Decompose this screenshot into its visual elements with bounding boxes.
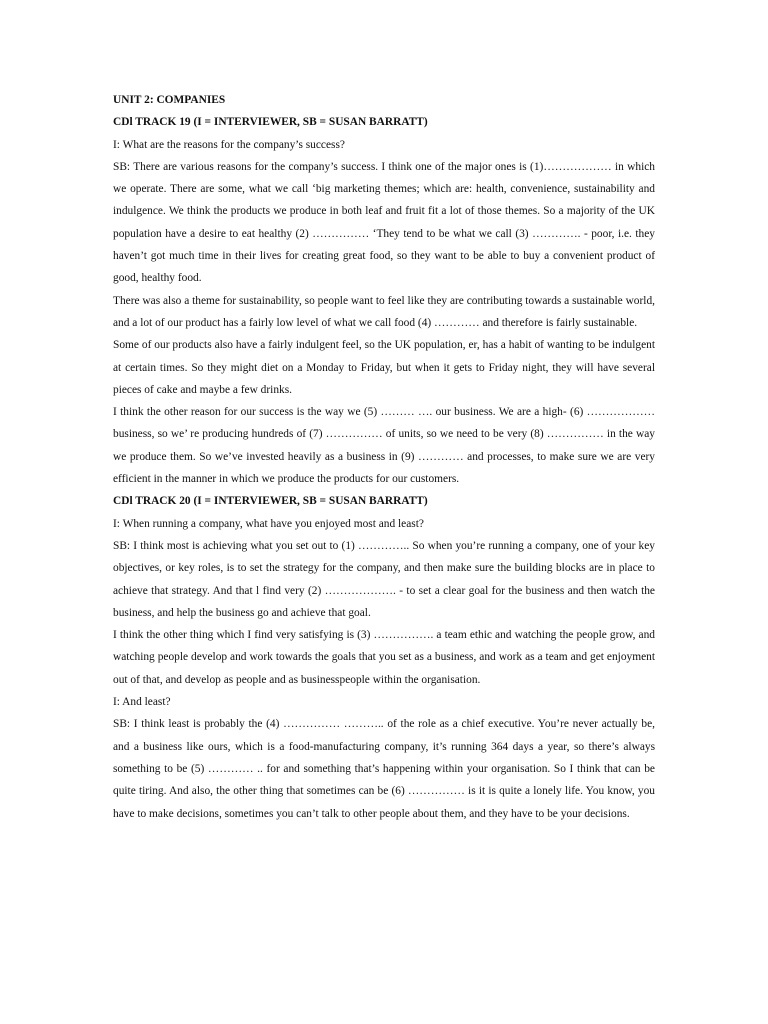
track-19-answer-paragraph: There was also a theme for sustainability, so people want to feel like they are contributing towards a sustainable world, and a lot of our product has a fairly low level of what we call food (4) ………… and therefore is fairly sustainable.: [113, 294, 655, 329]
track-19-question: I: What are the reasons for the company’s success?: [113, 138, 345, 151]
track-20-answer-paragraph: SB: I think least is probably the (4) …………… ……….. of the role as a chief executive. You’re never actually be, and a business like ours, which is a food-manufacturing company, it’s running 364 days a year, so there’s always something to be (5) ………… .. for and something that’s happening within your organisation. So I think that can be quite tiring. And also, the other thing that sometimes can be (6) …………… is it is quite a lonely life. You know, you have to make decisions, sometimes you can’t talk to other people about them, and they have to be your decisions.: [113, 718, 655, 820]
track-20-heading: CDl TRACK 20 (I = INTERVIEWER, SB = SUSAN BARRATT): [113, 495, 428, 508]
unit-title: UNIT 2: COMPANIES: [113, 94, 226, 106]
track-19-answer-paragraph: SB: There are various reasons for the company’s success. I think one of the major ones is (1)……………… in which we operate. There are some, what we call ‘big marketing themes; which are: health, convenience, sustainability and indulgence. We think the products we produce in both leaf and fruit fit a lot of those themes. So a majority of the UK population have a desire to eat healthy (2) …………… ‘They tend to be what we call (3) …………. - poor, i.e. they haven’t got much time in their lives for creating great food, so they want to be able to buy a convenient product of good, healthy food.: [113, 160, 655, 285]
track-19-answer-paragraph: I think the other reason for our success is the way we (5) ……… …. our business. We are a high- (6) ……………… business, so we’ re producing hundreds of (7) …………… of units, so we need to be very (8) …………… in the way we produce them. So we’ve invested heavily as a business in (9) ………… and processes, to make sure we are very efficient in the manner in which we produce the products for our customers.: [113, 406, 655, 486]
track-20-answer-paragraph: I think the other thing which I find very satisfying is (3) ……………. a team ethic and watching the people grow, and watching people develop and work towards the goals that you set as a business, and work as a team and get enjoyment out of that, and develop as people and as businesspeople within the organisation.: [113, 629, 655, 686]
track-19-heading: CDl TRACK 19 (I = INTERVIEWER, SB = SUSAN BARRATT): [113, 116, 428, 129]
transcript-body: [113, 89, 655, 825]
track-20-answer-paragraph: SB: I think most is achieving what you set out to (1) ………….. So when you’re running a company, one of your key objectives, or key roles, is to set the strategy for the company, and then make sure the building blocks are in place to achieve that strategy. And that l find very (2) ………………. - to set a clear goal for the business and then watch the business, and help the business go and achieve that goal.: [113, 539, 655, 619]
track-19-answer-paragraph: Some of our products also have a fairly indulgent feel, so the UK population, er, has a habit of wanting to be indulgent at certain times. So they might diet on a Monday to Friday, but when it gets to Friday night, they will have several pieces of cake and maybe a few drinks.: [113, 339, 655, 396]
track-20-question: I: When running a company, what have you enjoyed most and least?: [113, 517, 424, 530]
track-20-question: I: And least?: [113, 696, 171, 709]
